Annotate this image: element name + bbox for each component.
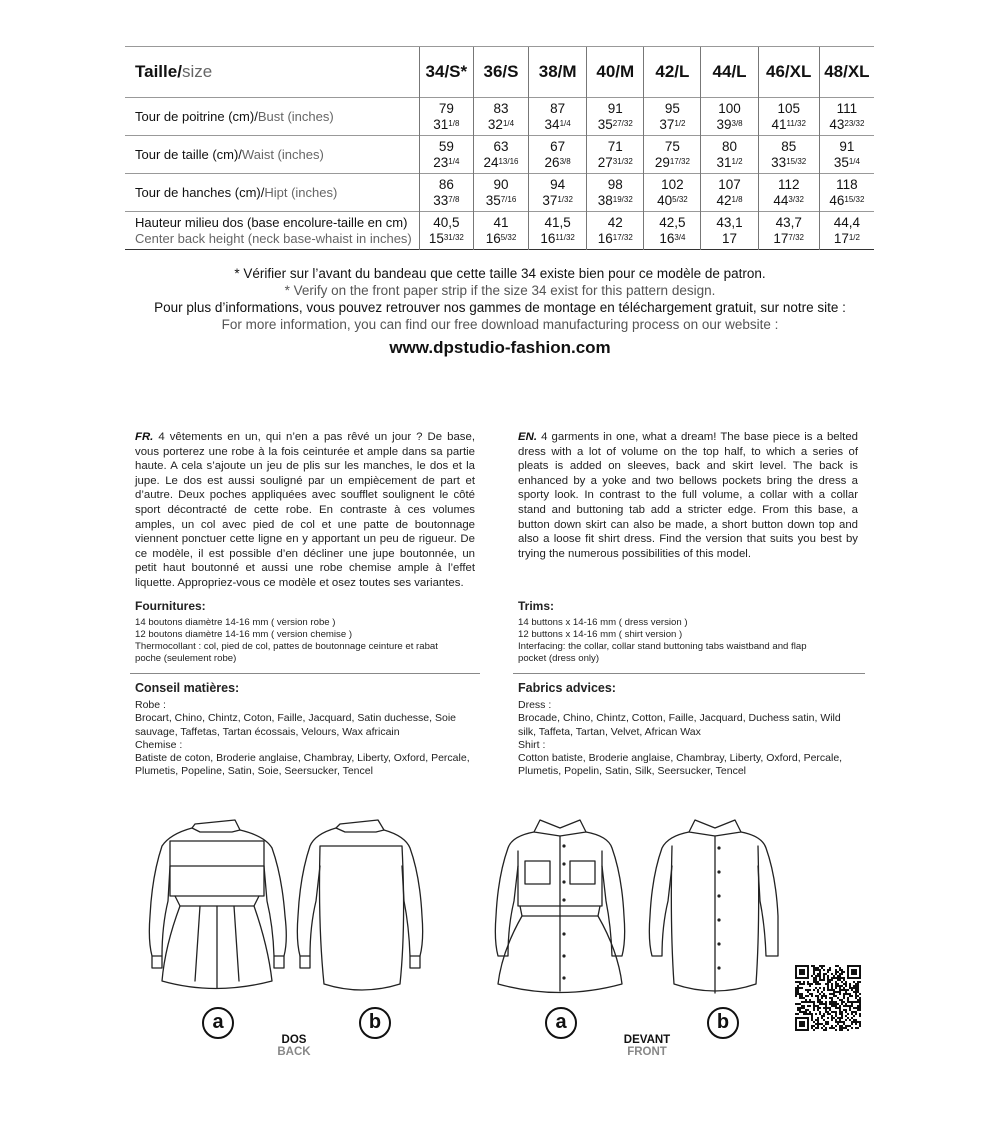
measurement-cell — [644, 136, 701, 174]
inch-value — [420, 231, 473, 247]
info-fr: Pour plus d’informations, vous pouvez retrouver nos gammes de montage en téléchargement gratuit, sur notre site : — [154, 300, 846, 315]
lang-tag-fr: FR. — [135, 431, 154, 443]
inch-fraction: 7/8 — [448, 194, 460, 204]
trims-section — [518, 600, 863, 665]
inch-whole: 35 — [833, 154, 849, 170]
inch-value — [644, 193, 700, 209]
view-a-badge-front: a — [545, 1007, 577, 1039]
cm-value: 75 — [664, 138, 680, 154]
trims-title: Trims: — [518, 599, 555, 613]
cm-value: 85 — [781, 138, 797, 154]
measurement-cell — [701, 98, 758, 136]
inch-fraction: 5/32 — [672, 194, 688, 204]
fabrics-line: Plumetis, Popelin, Satin, Silk, Seersucker, Tencel — [518, 765, 747, 778]
measurement-label-en: Waist (inches) — [241, 146, 324, 162]
inch-whole: 33 — [433, 192, 449, 208]
inch-fraction: 1/8 — [448, 118, 460, 128]
inch-value — [701, 193, 757, 209]
inch-fraction: 27/32 — [612, 118, 633, 128]
conseil-line: Chemise : — [135, 738, 183, 751]
measurement-cell — [587, 174, 644, 212]
inch-fraction: 5/32 — [500, 232, 517, 242]
measurement-label-fr: Tour de taille (cm)/ — [135, 146, 242, 162]
inch-value — [644, 117, 700, 133]
inch-value — [474, 155, 528, 171]
inch-whole: 16 — [597, 230, 613, 246]
measurement-cell — [758, 98, 819, 136]
size-column-header: 40/M — [587, 47, 644, 98]
inch-whole: 17 — [722, 230, 738, 246]
inch-fraction: 19/32 — [612, 194, 633, 204]
inch-whole: 23 — [433, 154, 449, 170]
inch-fraction: 15/32 — [844, 194, 865, 204]
cm-value: 43,1 — [716, 214, 743, 230]
measurement-label-fr: Tour de hanches (cm)/ — [135, 184, 265, 200]
description-fr — [135, 430, 475, 591]
inch-value — [529, 231, 586, 247]
fabrics-line: silk, Taffeta, Tartan, Velvet, African Wax — [518, 725, 701, 738]
measurement-label-en: Bust (inches) — [257, 108, 334, 124]
description-en — [518, 430, 858, 561]
note-en: * Verify on the front paper strip if the size 34 exist for this pattern design. — [284, 283, 716, 298]
measurement-label — [125, 136, 419, 174]
cm-value: 91 — [607, 100, 623, 116]
measurement-label-en: Center back height (neck base-whaist in inches) — [135, 230, 412, 246]
inch-whole: 15 — [428, 230, 444, 246]
inch-value — [644, 155, 700, 171]
inch-value — [587, 155, 643, 171]
cm-value: 100 — [718, 100, 741, 116]
measurement-cell — [529, 98, 587, 136]
inch-value — [820, 231, 874, 247]
measurement-cell — [758, 174, 819, 212]
cm-value: 79 — [438, 100, 454, 116]
fabrics-line: Dress : — [518, 699, 552, 712]
cm-value: 118 — [836, 176, 858, 192]
size-column-header: 36/S — [473, 47, 528, 98]
cm-value: 105 — [777, 100, 800, 116]
inch-whole: 37 — [659, 116, 675, 132]
measurement-cell — [419, 136, 473, 174]
conseil-line: Robe : — [135, 699, 166, 712]
inch-whole: 29 — [654, 154, 670, 170]
cm-value: 67 — [550, 138, 566, 154]
front-label-en: FRONT — [627, 1046, 667, 1058]
measurement-cell — [473, 98, 528, 136]
size-column-header: 46/XL — [758, 47, 819, 98]
inch-value — [420, 193, 473, 209]
inch-fraction: 13/16 — [498, 156, 519, 166]
inch-whole: 38 — [597, 192, 613, 208]
measurement-cell — [644, 174, 701, 212]
inch-value — [529, 155, 586, 171]
cm-value: 112 — [777, 176, 800, 192]
cm-value: 86 — [438, 176, 454, 192]
inch-value — [474, 231, 528, 247]
inch-whole: 39 — [716, 116, 732, 132]
front-view-label — [612, 1034, 682, 1058]
description-fr-text: 4 vêtements en un, qui n’en a pas rêvé un jour ? De base, vous porterez une robe à la fois ceinturée et ample dans sa partie haute. A cela s’ajoute un jeu de plis sur les manches, le dos et la jupe. Le dos est aussi souligné par un empiècement de part et d’autre. Deux poches appliquées avec soufflet soulignent le côté sport décontracté de cette robe. En contraste à ces volumes amples, un col avec pied de col et une patte de boutonnage viennent ponctuer cette ligne en y apportant un peu de rigueur. De ce modèle, il est possible d’en décliner une jupe boutonnée, un petit haut boutonné et aussi une robe chemise ample à l’effet liquette. Appropriez-vous ce modèle et osez toutes ses variantes. — [135, 431, 475, 589]
cm-value: 71 — [607, 138, 623, 154]
inch-fraction: 7/32 — [788, 232, 804, 242]
conseil-line: Plumetis, Popeline, Satin, Soie, Seersucker, Tencel — [135, 765, 373, 778]
size-column-header: 48/XL — [819, 47, 874, 98]
measurement-cell — [419, 174, 473, 212]
fabrics-title: Fabrics advices: — [518, 681, 616, 695]
fournitures-line: 14 boutons diamètre 14-16 mm ( version robe ) — [135, 617, 336, 628]
measurement-row — [125, 136, 874, 174]
inch-fraction: 1/2 — [731, 156, 743, 166]
inch-value — [701, 155, 757, 171]
inch-whole: 31 — [433, 116, 449, 132]
inch-fraction: 23/32 — [844, 118, 865, 128]
lang-tag-en: EN. — [518, 431, 537, 443]
cm-value: 63 — [493, 138, 509, 154]
inch-fraction: 1/8 — [731, 194, 743, 204]
inch-fraction: 3/4 — [674, 232, 686, 242]
inch-whole: 41 — [771, 116, 787, 132]
inch-fraction: 1/4 — [559, 118, 571, 128]
inch-fraction: 11/32 — [555, 232, 575, 242]
measurement-cell — [701, 174, 758, 212]
inch-whole: 32 — [487, 116, 503, 132]
measurement-label-fr: Hauteur milieu dos (base encolure-taille en cm) — [135, 214, 408, 230]
cm-value: 94 — [550, 176, 566, 192]
website-link[interactable]: www.dpstudio-fashion.com — [389, 338, 611, 357]
fabrics-line: Brocade, Chino, Chintz, Cotton, Faille, Jacquard, Duchess satin, Wild — [518, 712, 841, 725]
inch-fraction: 1/4 — [848, 156, 860, 166]
fabrics-line: Shirt : — [518, 738, 546, 751]
trims-line: 12 buttons x 14-16 mm ( shirt version ) — [518, 629, 683, 640]
inch-whole: 33 — [771, 154, 787, 170]
inch-fraction: 7/16 — [500, 194, 517, 204]
size-column-header: 44/L — [701, 47, 758, 98]
description-en-text: 4 garments in one, what a dream! The base piece is a belted dress with a lot of volume on the top half, to which a series of pleats is added on sleeves, back and skirt level. The back is enhanced by a yoke and two bellows pockets bring the dress a sporty look. In contrast to the full volume, a collar with a collar stand and buttoning tab add a stricter edge. From this base, a button down skirt can also be made, a short button down top and also a loose fit shirt dress. Find the version that suits you best by trying the numerous possibilities of this model. — [518, 431, 858, 560]
measurement-label — [125, 212, 419, 250]
back-label-en: BACK — [277, 1046, 311, 1058]
front-label-fr: DEVANT — [623, 1034, 671, 1046]
inch-value — [529, 117, 586, 133]
conseil-section — [135, 682, 480, 778]
cm-value: 111 — [836, 100, 858, 116]
size-column-header: 34/S* — [419, 47, 473, 98]
inch-value — [474, 193, 528, 209]
size-header-en: size — [181, 62, 213, 81]
front-view-dress-drawing — [495, 820, 624, 993]
trims-line: Interfacing: the collar, collar stand buttoning tabs waistband and flap — [518, 641, 807, 652]
measurement-label-en: Hipt (inches) — [264, 184, 338, 200]
inch-fraction: 15/32 — [786, 156, 807, 166]
fournitures-line: Thermocollant : col, pied de col, pattes de boutonnage ceinture et rabat — [135, 641, 438, 652]
fournitures-line: 12 boutons diamètre 14-16 mm ( version chemise ) — [135, 629, 353, 640]
inch-whole: 43 — [829, 116, 845, 132]
measurement-cell — [587, 212, 644, 250]
inch-value — [587, 117, 643, 133]
inch-whole: 16 — [540, 230, 556, 246]
cm-value: 90 — [493, 176, 509, 192]
inch-value — [529, 193, 586, 209]
size-header-label — [125, 47, 419, 98]
inch-whole: 17 — [833, 230, 849, 246]
inch-value — [820, 193, 874, 209]
back-view-label — [262, 1034, 326, 1058]
inch-whole: 46 — [829, 192, 845, 208]
measurement-cell — [701, 136, 758, 174]
measurement-row — [125, 212, 874, 250]
back-view-shirt-drawing — [297, 820, 422, 990]
cm-value: 98 — [607, 176, 623, 192]
conseil-line: sauvage, Taffetas, Tartan écossais, Velours, Wax africain — [135, 725, 400, 738]
back-view-dress-drawing — [149, 820, 286, 989]
inch-value — [759, 231, 819, 247]
inch-whole: 40 — [657, 192, 673, 208]
measurement-label-fr: Tour de poitrine (cm)/ — [135, 108, 258, 124]
inch-whole: 42 — [716, 192, 732, 208]
fournitures-section — [135, 600, 480, 665]
conseil-line: Brocart, Chino, Chintz, Coton, Faille, Jacquard, Satin duchesse, Soie — [135, 712, 456, 725]
fournitures-line: poche (seulement robe) — [135, 653, 237, 664]
inch-value — [701, 117, 757, 133]
divider-left — [130, 673, 480, 674]
measurement-cell — [819, 98, 874, 136]
inch-value — [420, 155, 473, 171]
measurement-cell — [419, 212, 473, 250]
inch-value — [759, 155, 819, 171]
measurement-label — [125, 98, 419, 136]
inch-value — [701, 231, 757, 247]
inch-whole: 27 — [597, 154, 613, 170]
cm-value: 83 — [493, 100, 509, 116]
cm-value: 40,5 — [433, 214, 460, 230]
trims-line: pocket (dress only) — [518, 653, 600, 664]
cm-value: 42 — [607, 214, 623, 230]
size-header-row — [125, 47, 874, 98]
measurement-cell — [819, 136, 874, 174]
inch-fraction: 1/4 — [502, 118, 515, 128]
size-column-header: 38/M — [529, 47, 587, 98]
cm-value: 91 — [839, 138, 855, 154]
cm-value: 43,7 — [775, 214, 802, 230]
cm-value: 80 — [722, 138, 738, 154]
inch-value — [587, 193, 643, 209]
cm-value: 41 — [493, 214, 509, 230]
qr-code-icon[interactable] — [795, 965, 861, 1031]
view-b-badge-front: b — [707, 1007, 739, 1039]
trims-line: 14 buttons x 14-16 mm ( dress version ) — [518, 617, 688, 628]
inch-fraction: 3/32 — [788, 194, 804, 204]
measurement-cell — [529, 174, 587, 212]
inch-fraction: 3/8 — [731, 118, 743, 128]
cm-value: 107 — [718, 176, 741, 192]
inch-fraction: 17/32 — [612, 232, 633, 242]
size-column-header: 42/L — [644, 47, 701, 98]
measurement-cell — [587, 98, 644, 136]
inch-whole: 34 — [544, 116, 560, 132]
inch-fraction: 17/32 — [669, 156, 690, 166]
inch-fraction: 31/32 — [612, 156, 633, 166]
fournitures-title: Fournitures: — [135, 599, 206, 613]
measurement-cell — [758, 212, 819, 250]
inch-value — [474, 117, 528, 133]
inch-whole: 24 — [483, 154, 499, 170]
cm-value: 59 — [438, 138, 454, 154]
inch-value — [587, 231, 643, 247]
inch-value — [820, 117, 874, 133]
measurement-cell — [819, 212, 874, 250]
measurement-cell — [644, 212, 701, 250]
inch-value — [759, 117, 819, 133]
cm-value: 102 — [661, 176, 684, 192]
note-fr: * Vérifier sur l’avant du bandeau que cette taille 34 existe bien pour ce modèle de patron. — [234, 266, 766, 281]
measurement-cell — [473, 212, 528, 250]
inch-whole: 16 — [485, 230, 501, 246]
inch-fraction: 11/32 — [786, 118, 806, 128]
measurement-cell — [529, 212, 587, 250]
inch-fraction: 3/8 — [559, 156, 571, 166]
fabrics-section — [518, 682, 863, 778]
inch-fraction: 1/2 — [674, 118, 686, 128]
conseil-line: Batiste de coton, Broderie anglaise, Chambray, Liberty, Oxford, Percale, — [135, 752, 470, 765]
inch-whole: 37 — [542, 192, 558, 208]
back-label-fr: DOS — [281, 1034, 307, 1046]
measurement-cell — [644, 98, 701, 136]
measurement-row — [125, 98, 874, 136]
cm-value: 87 — [550, 100, 566, 116]
measurement-cell — [701, 212, 758, 250]
cm-value: 42,5 — [659, 214, 686, 230]
garment-technical-drawings — [140, 806, 780, 1006]
size-header-fr: Taille/ — [135, 62, 182, 81]
view-a-badge-back: a — [202, 1007, 234, 1039]
measurement-cell — [819, 174, 874, 212]
inch-fraction: 1/4 — [448, 156, 460, 166]
inch-whole: 35 — [597, 116, 613, 132]
size-chart-table — [125, 46, 874, 250]
inch-fraction: 1/2 — [848, 232, 860, 242]
inch-fraction: 31/32 — [443, 232, 464, 242]
inch-value — [644, 231, 700, 247]
measurement-row — [125, 174, 874, 212]
info-en: For more information, you can find our free download manufacturing process on our website : — [221, 317, 779, 332]
inch-whole: 16 — [659, 230, 675, 246]
size-notes — [0, 265, 1000, 356]
inch-whole: 44 — [773, 192, 789, 208]
view-b-badge-back: b — [359, 1007, 391, 1039]
divider-right — [513, 673, 865, 674]
cm-value: 95 — [664, 100, 680, 116]
inch-whole: 17 — [773, 230, 789, 246]
inch-whole: 26 — [544, 154, 560, 170]
measurement-cell — [419, 98, 473, 136]
measurement-cell — [758, 136, 819, 174]
cm-value: 44,4 — [833, 214, 861, 230]
conseil-title: Conseil matières: — [135, 681, 240, 695]
measurement-cell — [529, 136, 587, 174]
inch-fraction: 1/32 — [557, 194, 573, 204]
measurement-cell — [473, 174, 528, 212]
fabrics-line: Cotton batiste, Broderie anglaise, Chambray, Liberty, Oxford, Percale, — [518, 752, 843, 765]
inch-whole: 35 — [485, 192, 501, 208]
cm-value: 41,5 — [544, 214, 571, 230]
inch-value — [420, 117, 473, 133]
inch-whole: 31 — [716, 154, 732, 170]
measurement-cell — [473, 136, 528, 174]
inch-value — [759, 193, 819, 209]
measurement-label — [125, 174, 419, 212]
front-view-shirt-drawing — [649, 820, 778, 993]
measurement-cell — [587, 136, 644, 174]
inch-value — [820, 155, 874, 171]
